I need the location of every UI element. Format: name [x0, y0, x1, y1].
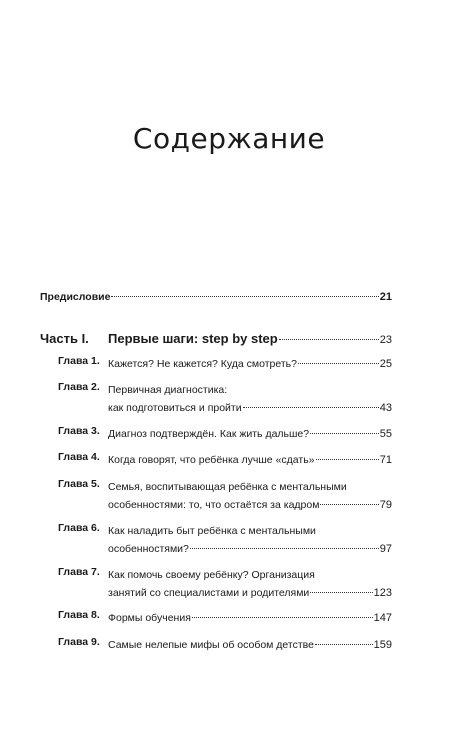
- chapter-title-line: как подготовиться и пройти: [108, 402, 242, 414]
- chapter-label: Глава 1.: [58, 355, 100, 367]
- chapter-label: Глава 4.: [58, 451, 100, 463]
- part-label: Часть I.: [40, 331, 89, 346]
- chapter-label: Глава 6.: [58, 522, 100, 534]
- page-number: 159: [373, 639, 392, 651]
- chapter-title-line: особенностями: то, что остаётся за кадром: [108, 499, 320, 511]
- page-number: 21: [379, 291, 392, 303]
- toc-entry-chapter-6[interactable]: [58, 522, 392, 558]
- page-number: 123: [373, 587, 392, 599]
- chapter-title-line: занятий со специалистами и родителями: [108, 587, 310, 599]
- toc-entry-chapter-5[interactable]: [58, 478, 392, 514]
- page-number: 71: [379, 454, 392, 466]
- toc-entry-preface[interactable]: [40, 291, 392, 303]
- chapter-label: Глава 3.: [58, 425, 100, 437]
- toc-entry-chapter-4[interactable]: [58, 451, 392, 469]
- toc-entry-chapter-2[interactable]: [58, 381, 392, 417]
- toc-entry-chapter-8[interactable]: [58, 609, 392, 627]
- dot-leader: [320, 504, 378, 505]
- chapter-title-line: особенностями?: [108, 543, 189, 555]
- dot-leader: [310, 592, 372, 593]
- page-title: Содержание: [132, 122, 326, 155]
- chapter-title-line: Как помочь своему ребёнку? Организация: [108, 569, 315, 581]
- dot-leader: [279, 339, 379, 340]
- page-number: 23: [379, 334, 392, 346]
- page-number: 97: [379, 543, 392, 555]
- chapter-label: Глава 9.: [58, 636, 100, 648]
- toc-entry-chapter-3[interactable]: [58, 425, 392, 443]
- part-title: Первые шаги: step by step: [108, 331, 278, 346]
- dot-leader: [316, 459, 379, 460]
- chapter-title: Формы обучения: [108, 612, 191, 624]
- chapter-title: Самые нелепые мифы об особом детстве: [108, 639, 314, 651]
- page-number: 43: [379, 402, 392, 414]
- chapter-title: Кажется? Не кажется? Куда смотреть?: [108, 358, 297, 370]
- chapter-label: Глава 7.: [58, 566, 100, 578]
- chapter-title: Диагноз подтверждён. Как жить дальше?: [108, 428, 310, 440]
- chapter-title-line: Первичная диагностика:: [108, 384, 228, 396]
- chapter-title-line: Семья, воспитывающая ребёнка с ментальными: [108, 481, 347, 493]
- page-number: 55: [379, 428, 392, 440]
- dot-leader: [315, 644, 373, 645]
- toc-entry-part-1[interactable]: [40, 331, 392, 346]
- chapter-label: Глава 8.: [58, 609, 100, 621]
- toc-entry-chapter-9[interactable]: [58, 636, 392, 654]
- dot-leader: [192, 617, 373, 618]
- dot-leader: [298, 363, 379, 364]
- dot-leader: [190, 548, 379, 549]
- chapter-label: Глава 5.: [58, 478, 100, 490]
- toc-entry-chapter-1[interactable]: [58, 355, 392, 373]
- chapter-title-line: Как наладить быт ребёнка с ментальными: [108, 525, 316, 537]
- page-number: 147: [373, 612, 392, 624]
- preface-title: Предисловие: [40, 291, 111, 303]
- page-number: 25: [379, 358, 392, 370]
- dot-leader: [310, 433, 379, 434]
- chapter-label: Глава 2.: [58, 381, 100, 393]
- dot-leader: [243, 407, 379, 408]
- dot-leader: [111, 296, 378, 297]
- toc-entry-chapter-7[interactable]: [58, 566, 392, 602]
- chapter-title: Когда говорят, что ребёнка лучше «сдать»: [108, 454, 315, 466]
- page-number: 79: [379, 499, 392, 511]
